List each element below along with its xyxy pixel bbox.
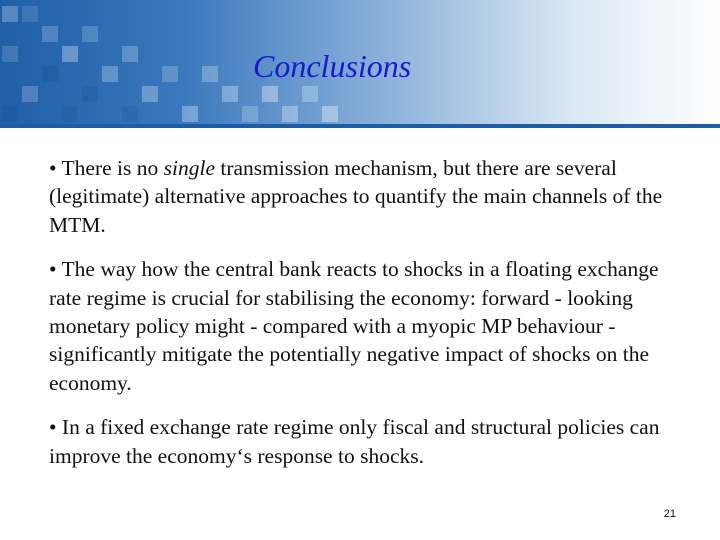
- page-number: 21: [663, 508, 676, 520]
- bullet-marker: •: [49, 156, 57, 180]
- bullet-3-text: In a fixed exchange rate regime only fiscal and structural policies can improve the economy‘s response to shocks.: [49, 415, 660, 468]
- bullet-2: [49, 255, 679, 397]
- bullet-marker: •: [49, 257, 57, 282]
- slide-title: Conclusions: [253, 48, 412, 84]
- bullet-1-text-after: transmission mechanism, but there are several (legitimate) alternative approaches to quantify the main channels of the MTM.: [49, 156, 663, 237]
- bullet-1-text-before: There is no: [56, 156, 164, 180]
- bullet-marker: •: [49, 415, 57, 440]
- header-divider: [0, 124, 720, 128]
- bullet-1-emphasis: single: [163, 156, 215, 180]
- bullet-3: [49, 413, 679, 470]
- bullet-2-text: The way how the central bank reacts to shocks in a floating exchange rate regime is crucial for stabilising the economy: forward - looking monetary policy might - compared with a myopic MP behaviour - significantly mitigate the potentially negative impact of shocks on the economy.: [49, 257, 659, 395]
- slide-body: [49, 154, 679, 486]
- bullet-1: [49, 154, 679, 239]
